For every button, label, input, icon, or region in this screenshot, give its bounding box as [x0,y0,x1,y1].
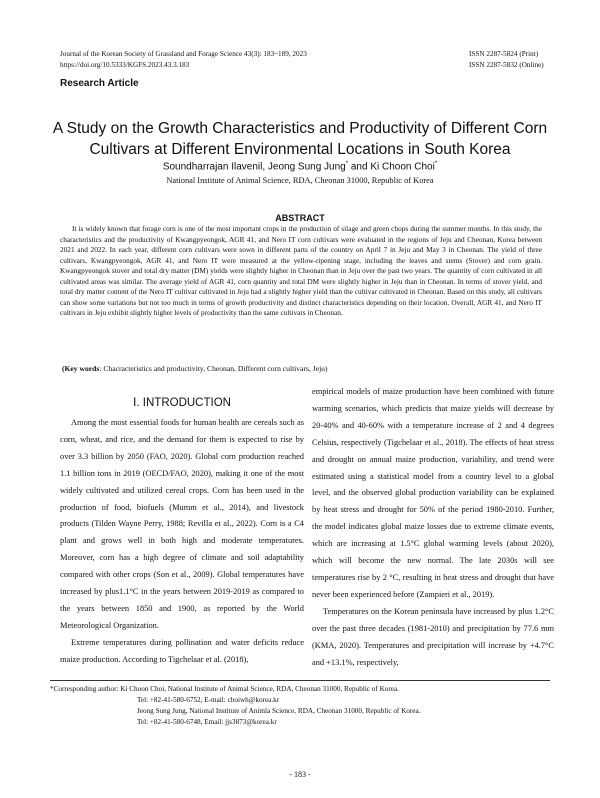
paper-title [40,118,560,160]
abstract-heading: ABSTRACT [275,213,325,223]
intro-paragraph-1: Among the most essential foods for human health are cereals such as corn, wheat, and rice, and the demand for them is expected to rise by over 3.3 billion by 2050 (FAO, 2020). Global corn production reached 1.1 billion tons in 2019 (OECD/FAO, 2020), making it one of the most widely cultivated and utilized cereal crops. Corn has been used in the production of food, biofuels (Mumm et al., 2014), and livestock products (Tilden Wayne Perry, 1988; Revilla et al., 2022). Corn is a C4 plant and grows well in both high and moderate temperatures. Moreover, corn has a high degree of climate and soil adaptability compared with other crops (Son et al., 2009). Global temperatures have increased by plus1.1°C in the years between 2019-2019 as compared to the years between 1850 and 1900, as reported by the World Meteorological Organization. [60,418,304,630]
issn-online: ISSN 2287-5832 (Online) [469,61,544,69]
footnote-line-2: Tel: +82-41-580-6752, E-mail: choiwh@korea.kr [137,696,280,704]
journal-citation: Journal of the Korean Society of Grassland and Forage Science 43(3): 183~189, 2023 [60,50,307,58]
issn-print: ISSN 2287-5824 (Print) [469,50,539,58]
footnote-line-4: Tel: +82-41-580-6748, Email: jjs3873@korea.kr [137,718,277,726]
intro-paragraph-3: empirical models of maize production have been combined with future warming scenarios, which predicts that maize yields will decrease by 20-40% and 40-60% with a temperature increase of 2 and 4 degrees Celsius, respectively (Tigchelaar et al., 2018). The effects of heat stress and drought on annual maize production, variability, and trend were estimated using a statistical model from a country level to a global level, and the observed global production variability can be explained by heat stress and drought for 50% of the period 1980-2010. Further, the model indicates global maize losses due to extreme climate events, which are increasing at 1.5°C global warming levels (about 2020), which will become the new normal. The late 2030s will see temperatures rise by 2 °C, resulting in heat stress and drought that have never been experienced before (Zampieri et al., 2019). [312,387,554,599]
keywords [62,364,328,373]
abstract-text: It is widely known that forage corn is one of the most important crops in the production of silage and green chops during the summer months. In this study, the characteristics and the productivity of Kwangpyeongok, AGR 41, and Nero IT corn cultivars were evaluated in the regions of Jeju and Cheonan, Korea between 2021 and 2022. In each year, different corn cultivars were sown in different parts of the country on April 7 in Jeju and May 3 in Cheonan. The yield of three cultivars, Kwangpyeongok, AGR 41, and Nero IT were measured at the yellow-ripening stage, including the leaves and stems (Stover) and corn grain. Kwangpyeongok stover and total dry matter (DM) yields were slightly higher in Cheonan than in Jeju over the past two years. The quantity of corn cultivated in all cultivated areas was similar. The average yield of AGR 41, corn quantity and total DM were slightly higher in Jeju than in Cheonan. In terms of stover yield, and total dry matter content of the Nero IT cultivar cultivated in Jeju had a slightly higher yield than the cultivar cultivated in Cheonan. Based on this study, all cultivars can show some variations but not too much in terms of growth productivity and distinct characteristics depending on their location. Overall, AGR 41, and Nero IT cultivars in Jeju exhibit slightly higher levels of productivity than the same cultivars in Cheonan. [60,224,542,318]
corresponding-mark-2: * [434,161,438,167]
left-column [60,415,304,669]
footnote-line-1: *Corresponding author: Ki Choon Choi, National Institute of Animal Science, RDA, Cheonan 31000, Republic of Korea. [50,685,399,693]
footnote-divider [50,680,550,681]
doi-link[interactable]: https://doi.org/10.5333/KGFS.2023.43.3.183 [60,61,190,69]
title-line-1: A Study on the Growth Characteristics and Productivity of Different Corn [52,120,548,137]
footnote [50,684,420,728]
corresponding-mark-1: * [345,161,349,167]
author-names-2: and Ki Choon Choi [348,161,435,173]
journal-header [60,49,307,71]
section-heading-introduction: Ⅰ. INTRODUCTION [133,397,231,409]
author-names-1: Soundharrajan Ilavenil, Jeong Sung Jung [162,161,346,173]
intro-paragraph-2: Extreme temperatures during pollination and water deficits reduce maize production. According to Tigchelaar et al. (2018), [60,637,304,664]
keywords-label: (Key words [62,364,100,373]
title-line-2: Cultivars at Different Environmental Locations in South Korea [89,141,511,158]
footnote-line-3: Jeong Sung Jung, National Institute of Animla Science, RDA, Cheonan 31000, Republic of Korea. [137,707,421,715]
keywords-text: : Chacracteristics and productivity, Cheonan, Different corn cultivars, Jeju) [99,364,328,373]
issn-block [469,49,544,71]
page-number: - 183 - [289,770,311,779]
right-column [312,384,554,671]
article-type-label: Research Article [60,78,139,89]
intro-paragraph-4: Temperatures on the Korean peninsula have increased by plus 1.2°C over the past three decades (1981-2010) and precipitation by 77.6 mm (KMA, 2020). Temperatures and precipitation will increase by +4.7°C and +13.1%, respectively, [312,606,554,667]
affiliation: National Institute of Animal Science, RDA, Cheonan 31000, Republic of Korea [166,176,434,185]
author-list [40,161,560,172]
